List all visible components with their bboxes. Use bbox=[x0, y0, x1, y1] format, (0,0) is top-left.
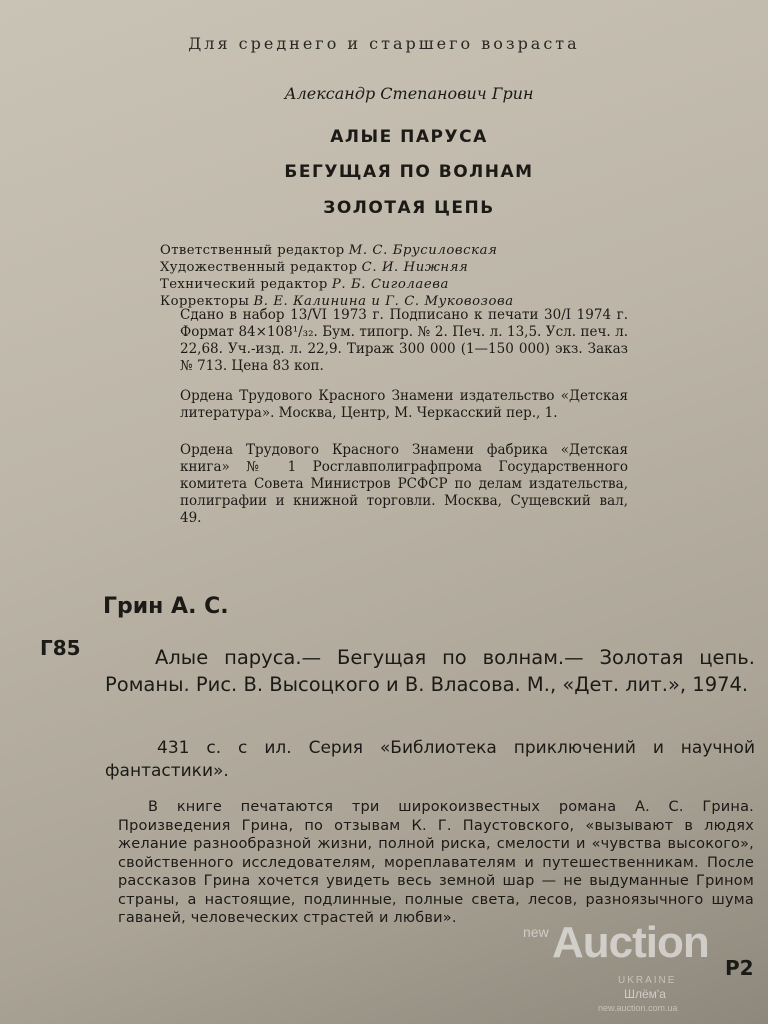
credit-row: Корректоры В. Е. Калинина и Г. С. Муковозова bbox=[160, 294, 514, 309]
credit-row: Технический редактор Р. Б. Сиголаева bbox=[160, 277, 450, 292]
editorial-credits bbox=[160, 242, 630, 310]
credit-row: Художественный редактор С. И. Нижняя bbox=[160, 260, 469, 275]
series-info: 431 с. с ил. Серия «Библиотека приключений и научной фантастики». bbox=[105, 738, 755, 781]
watermark-user: Шлём'а bbox=[624, 987, 666, 1001]
audience-note: Для среднего и старшего возраста bbox=[188, 34, 580, 53]
author-full-name: Александр Степанович Грин bbox=[284, 84, 534, 103]
catalog-author: Грин А. С. bbox=[103, 594, 229, 619]
print-info: Сдано в набор 13/VI 1973 г. Подписано к печати 30/I 1974 г. Формат 84×108¹/₃₂. Бум. типогр. № 2. Печ. л. 13,5. Усл. печ. л. 22,68. Уч.-изд. л. 22,9. Тираж 300 000 (1—150 000) экз. Заказ № 713. Цена 83 коп. bbox=[180, 307, 628, 374]
watermark-new: new bbox=[523, 924, 549, 940]
catalog-class-code: Г85 bbox=[40, 636, 81, 660]
publisher-info: Ордена Трудового Красного Знамени издательство «Детская литература». Москва, Центр, М. Черкасский пер., 1. bbox=[180, 388, 628, 421]
book-title-2: БЕГУЩАЯ ПО ВОЛНАМ bbox=[284, 162, 534, 182]
watermark-region: UKRAINE bbox=[618, 975, 677, 986]
book-summary: В книге печатаются три широкоизвестных романа А. С. Грина. Произведения Грина, по отзывам К. Г. Паустовского, «вызывают в людях желание разнообразной жизни, полной риска, смелости и «чувства высокого», свойственного исследователям, мореплавателям и путешественникам. После рассказов Грина хочется увидеть весь земной шар — не выдуманные Грином страны, а настоящие, подлинные, полные света, лесов, разноязычного шума гаваней, человеческих страстей и любви». bbox=[118, 799, 754, 926]
printer-info: Ордена Трудового Красного Знамени фабрика «Детская книга» № 1 Росглавполиграфпрома Государственного комитета Совета Министров РСФСР по делам издательства, полиграфии и книжной торговли. Москва, Сущевский вал, 49. bbox=[180, 442, 628, 526]
watermark-brand: Auction bbox=[552, 918, 709, 967]
book-title-1: АЛЫЕ ПАРУСА bbox=[330, 127, 488, 147]
catalog-signature: Р2 bbox=[725, 956, 754, 980]
bibliographic-entry: Алые паруса.— Бегущая по волнам.— Золотая цепь. Романы. Рис. В. Высоцкого и В. Власова. М., «Дет. лит.», 1974. bbox=[105, 646, 755, 696]
watermark-url: new.auction.com.ua bbox=[598, 1003, 678, 1013]
credit-row: Ответственный редактор М. С. Брусиловская bbox=[160, 243, 498, 258]
book-title-3: ЗОЛОТАЯ ЦЕПЬ bbox=[323, 198, 495, 218]
